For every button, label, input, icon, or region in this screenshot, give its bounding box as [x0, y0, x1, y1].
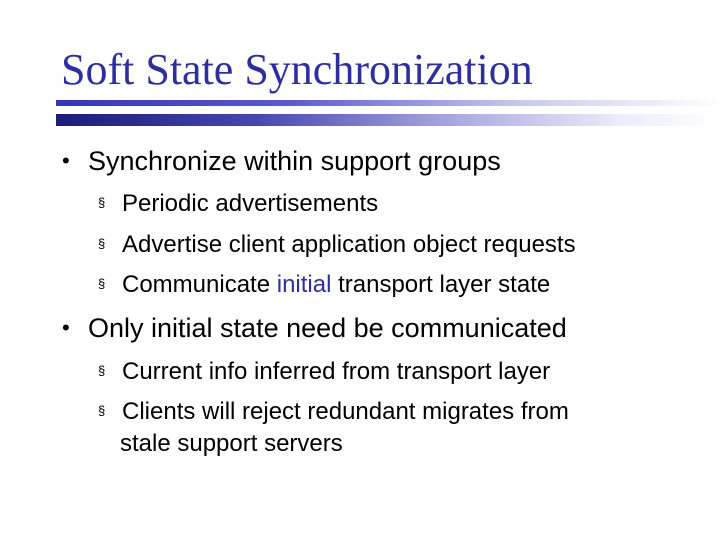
sub-bullet-marker: § [98, 276, 106, 291]
sub-bullet-text: stale support servers [120, 430, 343, 457]
bullet-item [62, 312, 567, 344]
sub-bullet-marker: § [98, 195, 106, 210]
slide-title: Soft State Synchronization [61, 45, 533, 94]
bullet-text: Synchronize within support groups [88, 146, 501, 176]
sub-bullet-item [98, 396, 569, 427]
sub-bullet-marker: § [98, 363, 106, 378]
sub-bullet-marker: § [98, 403, 106, 418]
bullet-text: Only initial state need be communicated [88, 313, 567, 343]
sub-bullet-continuation [120, 429, 343, 459]
sub-bullet-text: Periodic advertisements [122, 190, 379, 217]
sub-bullet-text: Current info inferred from transport layer [122, 358, 551, 385]
sub-bullet-item [98, 356, 550, 387]
sub-bullet-marker: § [98, 236, 106, 251]
bullet-marker: • [62, 148, 70, 173]
sub-bullet-text-before: Communicate [122, 271, 277, 298]
bullet-item [62, 145, 501, 177]
bullet-marker: • [62, 315, 70, 340]
sub-bullet-item [98, 269, 550, 300]
sub-bullet-text: Clients will reject redundant migrates from [122, 398, 569, 425]
sub-bullet-text: Advertise client application object requests [122, 231, 576, 258]
title-underline-top [56, 100, 719, 106]
title-underline-bottom [56, 114, 719, 126]
sub-bullet-item [98, 188, 378, 219]
sub-bullet-text-after: transport layer state [331, 271, 551, 298]
sub-bullet-item [98, 229, 576, 260]
highlighted-word: initial [276, 271, 332, 298]
